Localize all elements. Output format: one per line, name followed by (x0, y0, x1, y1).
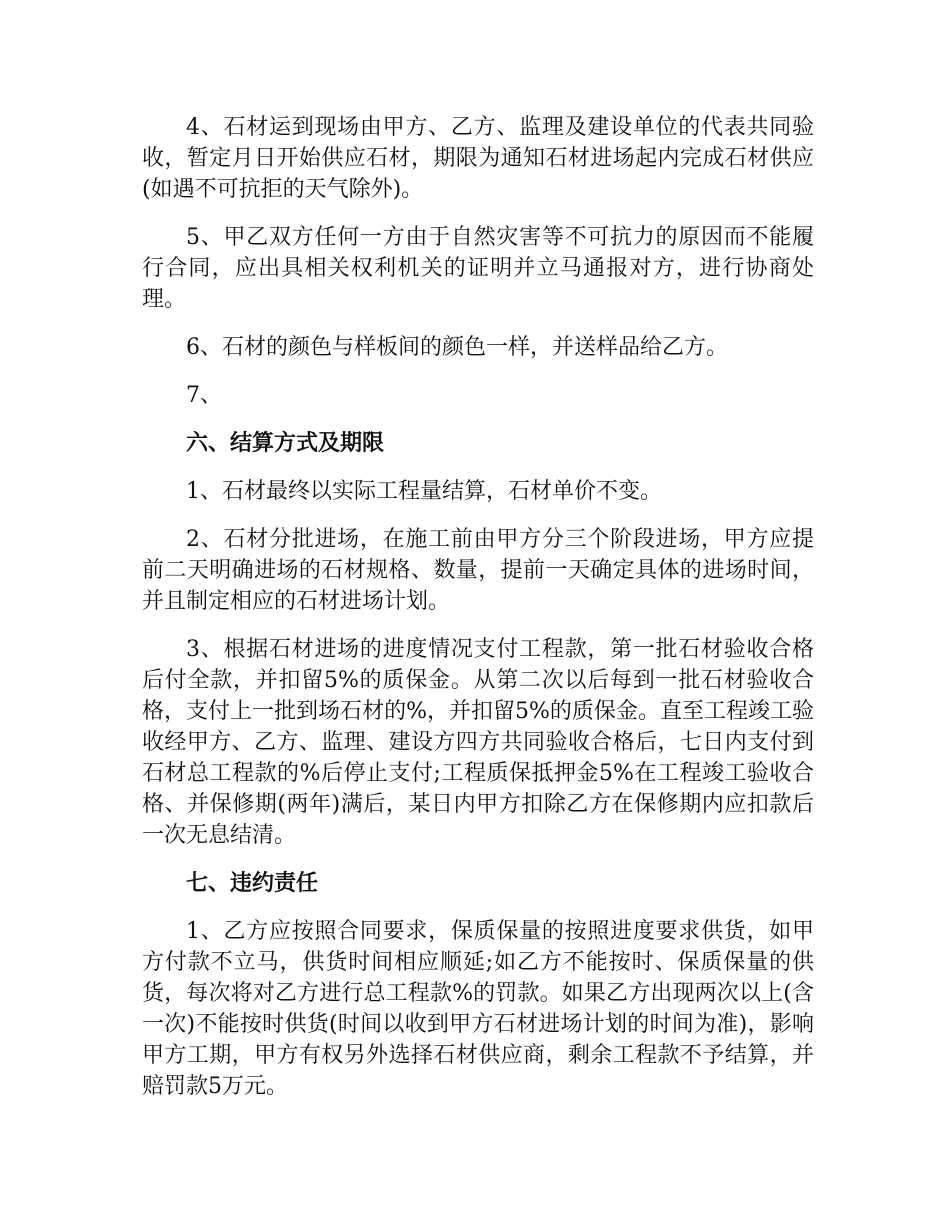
clause-7-paragraph: 7、 (186, 383, 222, 408)
clause-5-paragraph: 5、甲乙双方任何一方由于自然灾害等不可抗力的原因而不能履行合同，应出具相关权利机关的证明并立马通报对方，进行协商处理。 (142, 225, 814, 312)
settlement-clause-1: 1、石材最终以实际工程量结算，石材单价不变。 (186, 479, 662, 504)
section-6-heading: 六、结算方式及期限 (186, 431, 385, 456)
settlement-clause-2: 2、石材分批进场，在施工前由甲方分三个阶段进场，甲方应提前二天明确进场的石材规格、数量，提前一天确定具体的进场时间，并且制定相应的石材进场计划。 (142, 527, 814, 614)
clause-6-paragraph: 6、石材的颜色与样板间的颜色一样，并送样品给乙方。 (186, 335, 728, 360)
document-body (142, 112, 814, 1119)
clause-4-paragraph: 4、石材运到现场由甲方、乙方、监理及建设单位的代表共同验收，暂定月日开始供应石材，期限为通知石材进场起内完成石材供应(如遇不可抗拒的天气除外)。 (142, 115, 814, 202)
settlement-clause-3: 3、根据石材进场的进度情况支付工程款，第一批石材验收合格后付全款，并扣留5%的质保金。从第二次以后每到一批石材验收合格，支付上一批到场石材的%，并扣留5%的质保金。直至工程竣工验收经甲方、乙方、监理、建设方四方共同验收合格后，七日内支付到石材总工程款的%后停止支付;工程质保抵押金5%在工程竣工验收合格、并保修期(两年)满后，某日内甲方扣除乙方在保修期内应扣款后一次无息结清。 (142, 637, 814, 848)
section-7-heading: 七、违约责任 (186, 871, 319, 896)
liability-clause-1: 1、乙方应按照合同要求，保质保量的按照进度要求供货，如甲方付款不立马，供货时间相应顺延;如乙方不能按时、保质保量的供货，每次将对乙方进行总工程款%的罚款。如果乙方出现两次以上(含一次)不能按时供货(时间以收到甲方石材进场计划的时间为准)，影响甲方工期，甲方有权另外选择石材供应商，剩余工程款不予结算，并赔罚款5万元。 (142, 919, 814, 1099)
